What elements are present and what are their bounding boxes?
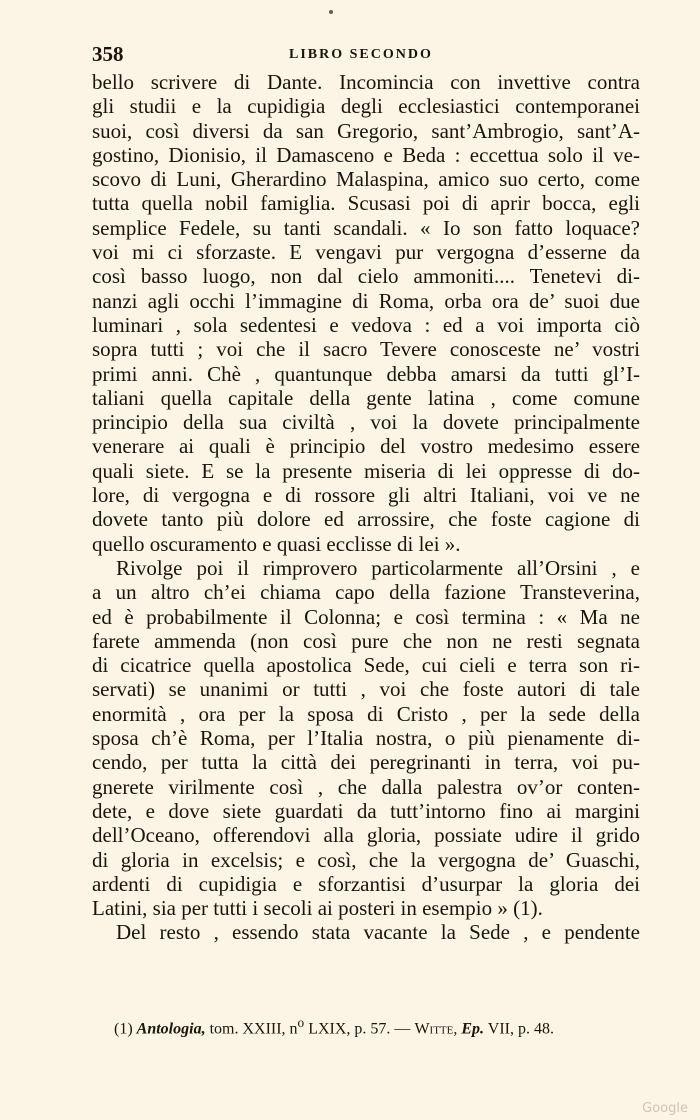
text-line: semplice Fedele, su tanti scandali. « Io son fatto loquace? [92, 215, 640, 240]
footnote-epistle: Ep. [457, 1020, 485, 1038]
text-line: dete, e dove siete guardati da tutt’intorno fino ai margini [92, 798, 640, 823]
footnote-page-reference: VII, p. 48. [484, 1020, 554, 1038]
page-number: 358 [92, 42, 124, 66]
footnote-marker: (1) [114, 1020, 133, 1038]
text-line: primi anni. Chè , quantunque debba amarsi da tutti gl’I- [92, 361, 640, 386]
paragraph-first-line: Rivolge poi il rimprovero particolarmente all’Orsini , e [116, 555, 640, 580]
ink-speck [329, 10, 333, 14]
footnote-author: Witte, [414, 1020, 458, 1038]
text-line: così basso luogo, non dal cielo ammoniti.... Tenetevi di- [92, 264, 640, 289]
text-line: gli studii e la cupidigia degli ecclesiastici contemporanei [92, 94, 640, 119]
text-line: suoi, così diversi da san Gregorio, sant’Ambrogio, sant’A- [92, 118, 640, 143]
text-line: quali siete. E se la presente miseria di lei oppresse di do- [92, 458, 640, 483]
text-line: voi mi ci sforzaste. E vengavi pur vergogna d’esserne da [92, 240, 640, 265]
text-line: di gloria in excelsis; e così, che la vergogna de’ Guaschi, [92, 847, 640, 872]
paragraph-end-line: Latini, sia per tutti i secoli ai posteri in esempio » (1). [92, 896, 543, 921]
text-line: luminari , sola sedentesi e vedova : ed a voi importa ciò [92, 312, 640, 337]
text-line: di cicatrice quella apostolica Sede, cui cieli e terra son ri- [92, 653, 640, 678]
paragraph-first-line: Del resto , essendo stata vacante la Sede , e pendente [116, 920, 640, 945]
text-line: farete ammenda (non così pure che non ne resti segnata [92, 628, 640, 653]
text-line: a un altro ch’ei chiama capo della fazione Transteverina, [92, 580, 640, 605]
page-header [92, 42, 640, 70]
text-line: bello scrivere di Dante. Incomincia con invettive contra [92, 70, 640, 94]
text-line: gnerete virilmente così , che dalla palestra ov’or conten- [92, 774, 640, 799]
text-line: venerare ai quali è principio del vostro medesimo essere [92, 434, 640, 459]
running-head: LIBRO SECONDO [289, 47, 433, 62]
body-text [92, 70, 640, 945]
text-line: ed è probabilmente il Colonna; e così termina : « Ma ne [92, 604, 640, 629]
footnote-reference: tom. XXIII, n [205, 1020, 298, 1038]
text-line: ardenti di cupidigia e sforzantisi d’usurpar la gloria dei [92, 871, 640, 896]
footnote-source: Antologia, [136, 1020, 206, 1038]
text-line: dell’Oceano, offerendovi alla gloria, possiate udire il grido [92, 823, 640, 848]
text-line: gostino, Dionisio, il Damasceno e Beda : eccettua solo il ve- [92, 142, 640, 167]
text-line: sopra tutti ; voi che il sacro Tevere conosceste ne’ vostri [92, 337, 640, 362]
text-line: sposa ch’è Roma, per l’Italia nostra, o più pienamente di- [92, 726, 640, 751]
text-line: taliani quella capitale della gente latina , come comune [92, 385, 640, 410]
text-line: tutta quella nobil famiglia. Scusasi poi di aprir bocca, egli [92, 191, 640, 216]
text-line: principio della sua civiltà , voi la dovete principalmente [92, 410, 640, 435]
text-line: servati) se unanimi or tutti , voi che foste autori di tale [92, 677, 640, 702]
paragraph-end-line: quello oscuramento e quasi ecclisse di lei ». [92, 531, 461, 556]
footnote-reference-continued: LXIX, p. 57. — [304, 1020, 415, 1038]
text-line: dovete tanto più dolore ed arrossire, che foste cagione di [92, 507, 640, 532]
text-line: nanzi agli occhi l’immagine di Roma, orba ora de’ suoi due [92, 288, 640, 313]
text-line: enormità , ora per la sposa di Cristo , per la sede della [92, 701, 640, 726]
text-line: lore, di vergogna e di rossore gli altri Italiani, voi ve ne [92, 483, 640, 508]
footnote-ordinal: o [297, 1015, 305, 1030]
text-line: cendo, per tutta la città dei peregrinanti in terra, voi pu- [92, 750, 640, 775]
text-line: scovo di Luni, Gherardino Malaspina, amico suo certo, come [92, 167, 640, 192]
google-watermark: Google [642, 1101, 688, 1116]
footnote [114, 1012, 640, 1040]
